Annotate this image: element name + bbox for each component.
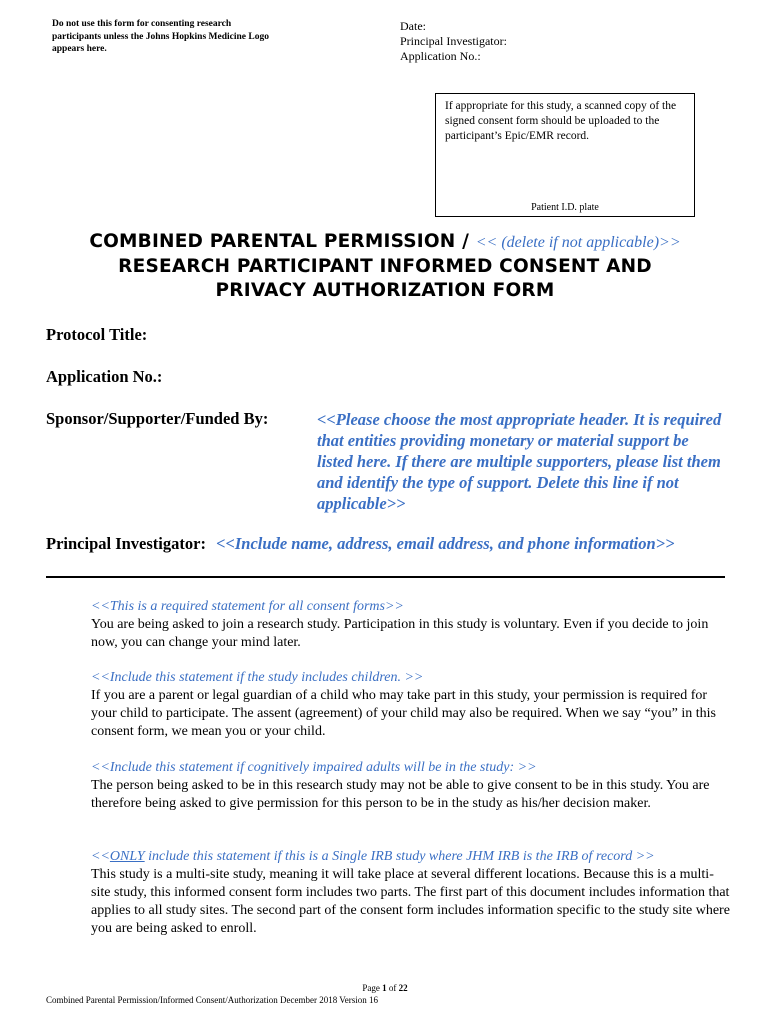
section-required <box>91 598 731 652</box>
date-label: Date: <box>400 19 426 33</box>
sponsor-label: Sponsor/Supporter/Funded By: <box>46 409 269 428</box>
section-statement: <<This is a required statement for all consent forms>> <box>91 599 404 614</box>
id-box-note: If appropriate for this study, a scanned copy of the signed consent form should be uploaded to the participant’s Epic/EMR record. <box>445 100 677 142</box>
page-prefix: Page <box>362 983 383 993</box>
section-body: You are being asked to join a research study. Participation in this study is voluntary. Even if you decide to join now, you can change your mind later. <box>91 617 709 650</box>
pi-value: <<Include name, address, email address, and phone information>> <box>216 534 675 553</box>
statement-prefix: << <box>91 849 110 864</box>
title-line-1-text: COMBINED PARENTAL PERMISSION / <box>89 231 470 252</box>
section-single-irb <box>91 848 731 938</box>
form-title <box>40 230 730 303</box>
protocol-title-label: Protocol Title: <box>46 325 148 344</box>
pi-label: Principal Investigator: <box>46 534 206 553</box>
pi-field <box>46 534 675 554</box>
application-no-label: Application No.: <box>46 367 163 386</box>
page-number <box>0 983 770 993</box>
title-line-1 <box>40 230 730 255</box>
title-line-3: PRIVACY AUTHORIZATION FORM <box>215 280 555 301</box>
section-body: The person being asked to be in this research study may not be able to give consent to be in this study. You are therefore being asked to give permission for this person to be in the study as his/her decision maker. <box>91 778 710 811</box>
pi-header-label: Principal Investigator: <box>400 34 507 48</box>
logo-warning: Do not use this form for consenting research participants unless the Johns Hopkins Medicine Logo appears here. <box>52 19 269 54</box>
statement-emphasis: ONLY <box>109 849 145 864</box>
statement-rest: include this statement if this is a Single IRB study where JHM IRB is the IRB of record >> <box>144 849 655 864</box>
application-no-header-label: Application No.: <box>400 49 481 63</box>
page-total: 22 <box>398 983 408 993</box>
header-meta <box>400 19 507 64</box>
section-divider <box>46 576 725 578</box>
section-body: If you are a parent or legal guardian of a child who may take part in this study, your permission is required for your child to participate. The assent (agreement) of your child may also be required. When we say “you” in this consent form, we mean you or your child. <box>91 688 717 739</box>
patient-id-plate-label: Patient I.D. plate <box>531 202 599 213</box>
section-statement <box>91 848 731 866</box>
section-children <box>91 669 731 741</box>
section-statement: <<Include this statement if cognitively impaired adults will be in the study: >> <box>91 760 537 775</box>
sponsor-value: <<Please choose the most appropriate header. It is required that entities providing monetary or material support be listed here. If there are multiple supporters, please list them and identify the type of support. Delete this line if not applicable>> <box>317 410 722 513</box>
form-version: Combined Parental Permission/Informed Consent/Authorization December 2018 Version 16 <box>46 995 379 1005</box>
title-line-2: RESEARCH PARTICIPANT INFORMED CONSENT AND <box>118 256 652 277</box>
section-statement: <<Include this statement if the study includes children. >> <box>91 670 424 685</box>
page-current: 1 <box>382 983 387 993</box>
section-body: This study is a multi-site study, meaning it will take place at several different locations. Because this is a multi-site study, this informed consent form includes two parts. The first part of this document includes information that applies to all study sites. The second part of the consent form includes information specific to the study site where you are being asked to enroll. <box>91 867 730 936</box>
section-impaired-adults <box>91 759 731 813</box>
title-delete-note: << (delete if not applicable)>> <box>475 234 681 251</box>
page-of: of <box>386 983 399 993</box>
patient-id-box <box>435 93 695 217</box>
